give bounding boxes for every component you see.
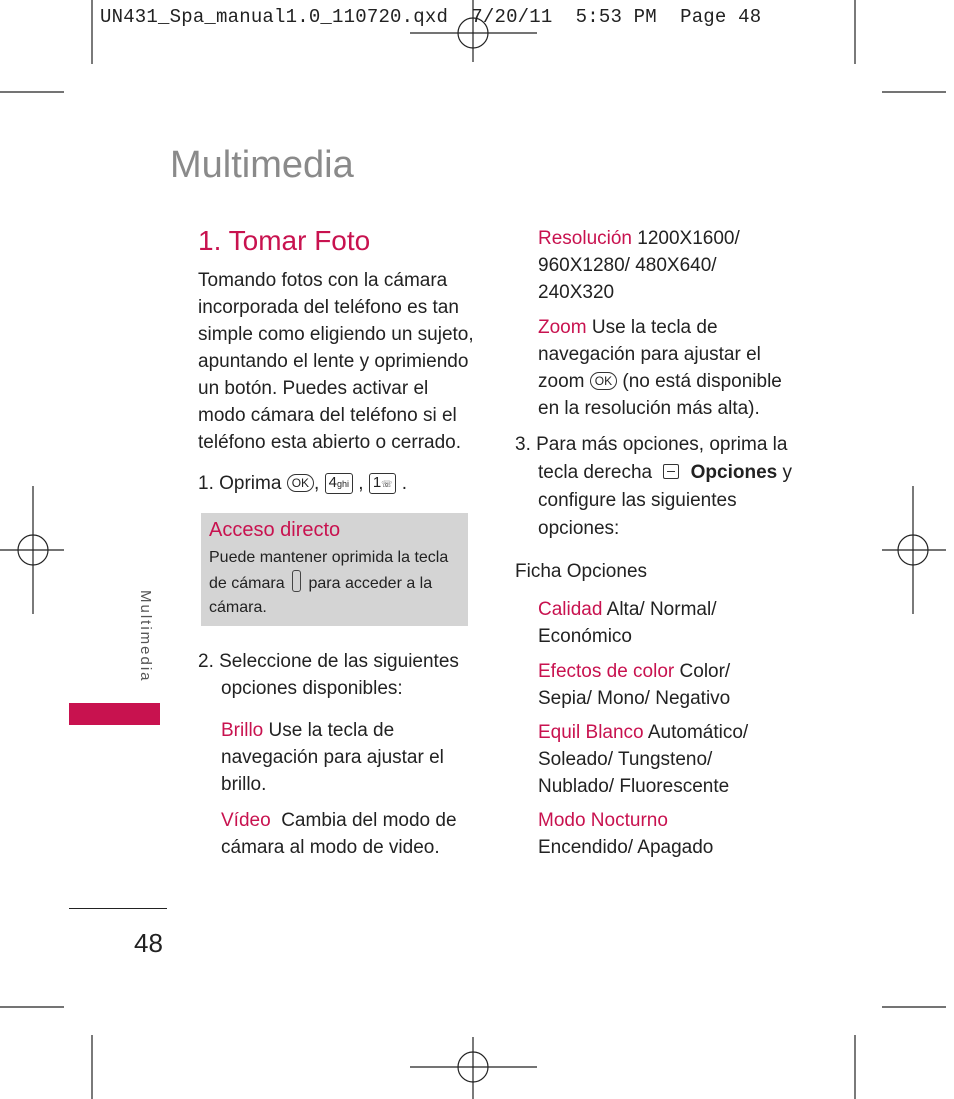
step-1-label: 1. Oprima [198,473,282,494]
step-3-line: opciones: [538,518,620,539]
section-title: 1. Tomar Foto [198,225,371,256]
option-zoom [538,314,782,422]
page-title: Multimedia [170,144,354,186]
intro-line: incorporada del teléfono es tan [198,297,459,318]
step-2-line: opciones disponibles: [221,678,403,699]
intro-line: Tomando fotos con la cámara [198,270,448,291]
option-modo-nocturno [538,807,713,861]
separator: , [314,473,320,494]
option-text: navegación para ajustar el [538,344,761,365]
step-3-line: 3. Para más opciones, oprima la [515,434,788,455]
key-1-digit: 1 [372,474,382,491]
option-text: Alta/ Normal/ [602,599,717,620]
option-equil-blanco [538,719,748,800]
separator: , [358,473,364,494]
step-1 [198,470,407,497]
section-tab-bar [69,703,160,725]
tip-line: Puede mantener oprimida la tecla [209,549,449,566]
opciones-softkey-label: Opciones [690,462,778,483]
tip-body [209,546,460,620]
option-text: Automático/ [643,722,749,743]
key-4-icon [325,473,353,494]
option-text: Use la tecla de [263,720,395,741]
option-text: 1200X1600/ [632,228,740,249]
option-label: Vídeo [221,810,271,831]
tip-line [209,570,460,596]
key-4-letters: ghi [336,479,349,489]
option-text: 240X320 [538,282,615,303]
option-label: Resolución [538,228,632,249]
option-text: brillo. [221,774,267,795]
ok-key-icon: OK [287,474,314,492]
option-text: Use la tecla de [586,317,718,338]
option-label: Calidad [538,599,603,620]
ok-key-icon: OK [590,372,617,390]
step-2-line: 2. Seleccione de las siguientes [198,651,459,672]
option-text: Sepia/ Mono/ Negativo [538,688,731,709]
step-2 [198,648,459,702]
option-label: Modo Nocturno [538,810,668,831]
option-label: Zoom [538,317,587,338]
option-resolucion [538,225,740,306]
option-brillo [221,717,444,798]
tip-line: cámara. [209,599,267,616]
intro-line: un botón. Puedes activar el [198,378,429,399]
option-efectos [538,658,730,712]
page-number-rule [69,908,167,909]
option-text: cámara al modo de video. [221,837,440,858]
option-text: Cambia del modo de [270,810,457,831]
option-text: (no está disponible [622,371,782,392]
option-text: navegación para ajustar el [221,747,444,768]
tip-text: de cámara [209,575,285,592]
step-3 [515,431,792,543]
side-section-label: Multimedia [137,590,154,683]
intro-line: teléfono esta abierto o cerrado. [198,432,462,453]
right-softkey-icon [663,464,679,479]
intro-paragraph [198,267,474,456]
step-3-text: tecla derecha [538,462,653,483]
option-text: 960X1280/ 480X640/ [538,255,717,276]
key-4-digit: 4 [328,474,337,491]
option-text: Soleado/ Tungsteno/ [538,749,713,770]
option-text: Nublado/ Fluorescente [538,776,730,797]
intro-line: apuntando el lente y oprimiendo [198,351,469,372]
option-label: Brillo [221,720,264,741]
option-label: Efectos de color [538,661,675,682]
option-text: en la resolución más alta). [538,398,760,419]
print-slug: UN431_Spa_manual1.0_110720.qxd 7/20/11 5:53 PM Page 48 [100,6,762,28]
intro-line: simple como eligiendo un sujeto, [198,324,474,345]
ficha-opciones-heading: Ficha Opciones [515,561,648,582]
voicemail-glyph-icon: ☏ [381,479,393,489]
step-3-text: y [777,462,792,483]
page-number: 48 [134,928,163,958]
step-3-line: configure las siguientes [538,490,737,511]
option-video [221,807,457,861]
tip-text: para acceder a la [308,575,433,592]
option-text: Económico [538,626,632,647]
option-text: zoom [538,371,585,392]
camera-key-icon [292,570,301,592]
option-text: Encendido/ Apagado [538,837,714,858]
period: . [401,473,407,494]
option-calidad [538,596,716,650]
option-label: Equil Blanco [538,722,644,743]
intro-line: modo cámara del teléfono si el [198,405,457,426]
key-1-icon [369,473,397,494]
option-text: Color/ [674,661,731,682]
tip-title: Acceso directo [209,519,341,541]
shortcut-tip-box [201,513,468,626]
